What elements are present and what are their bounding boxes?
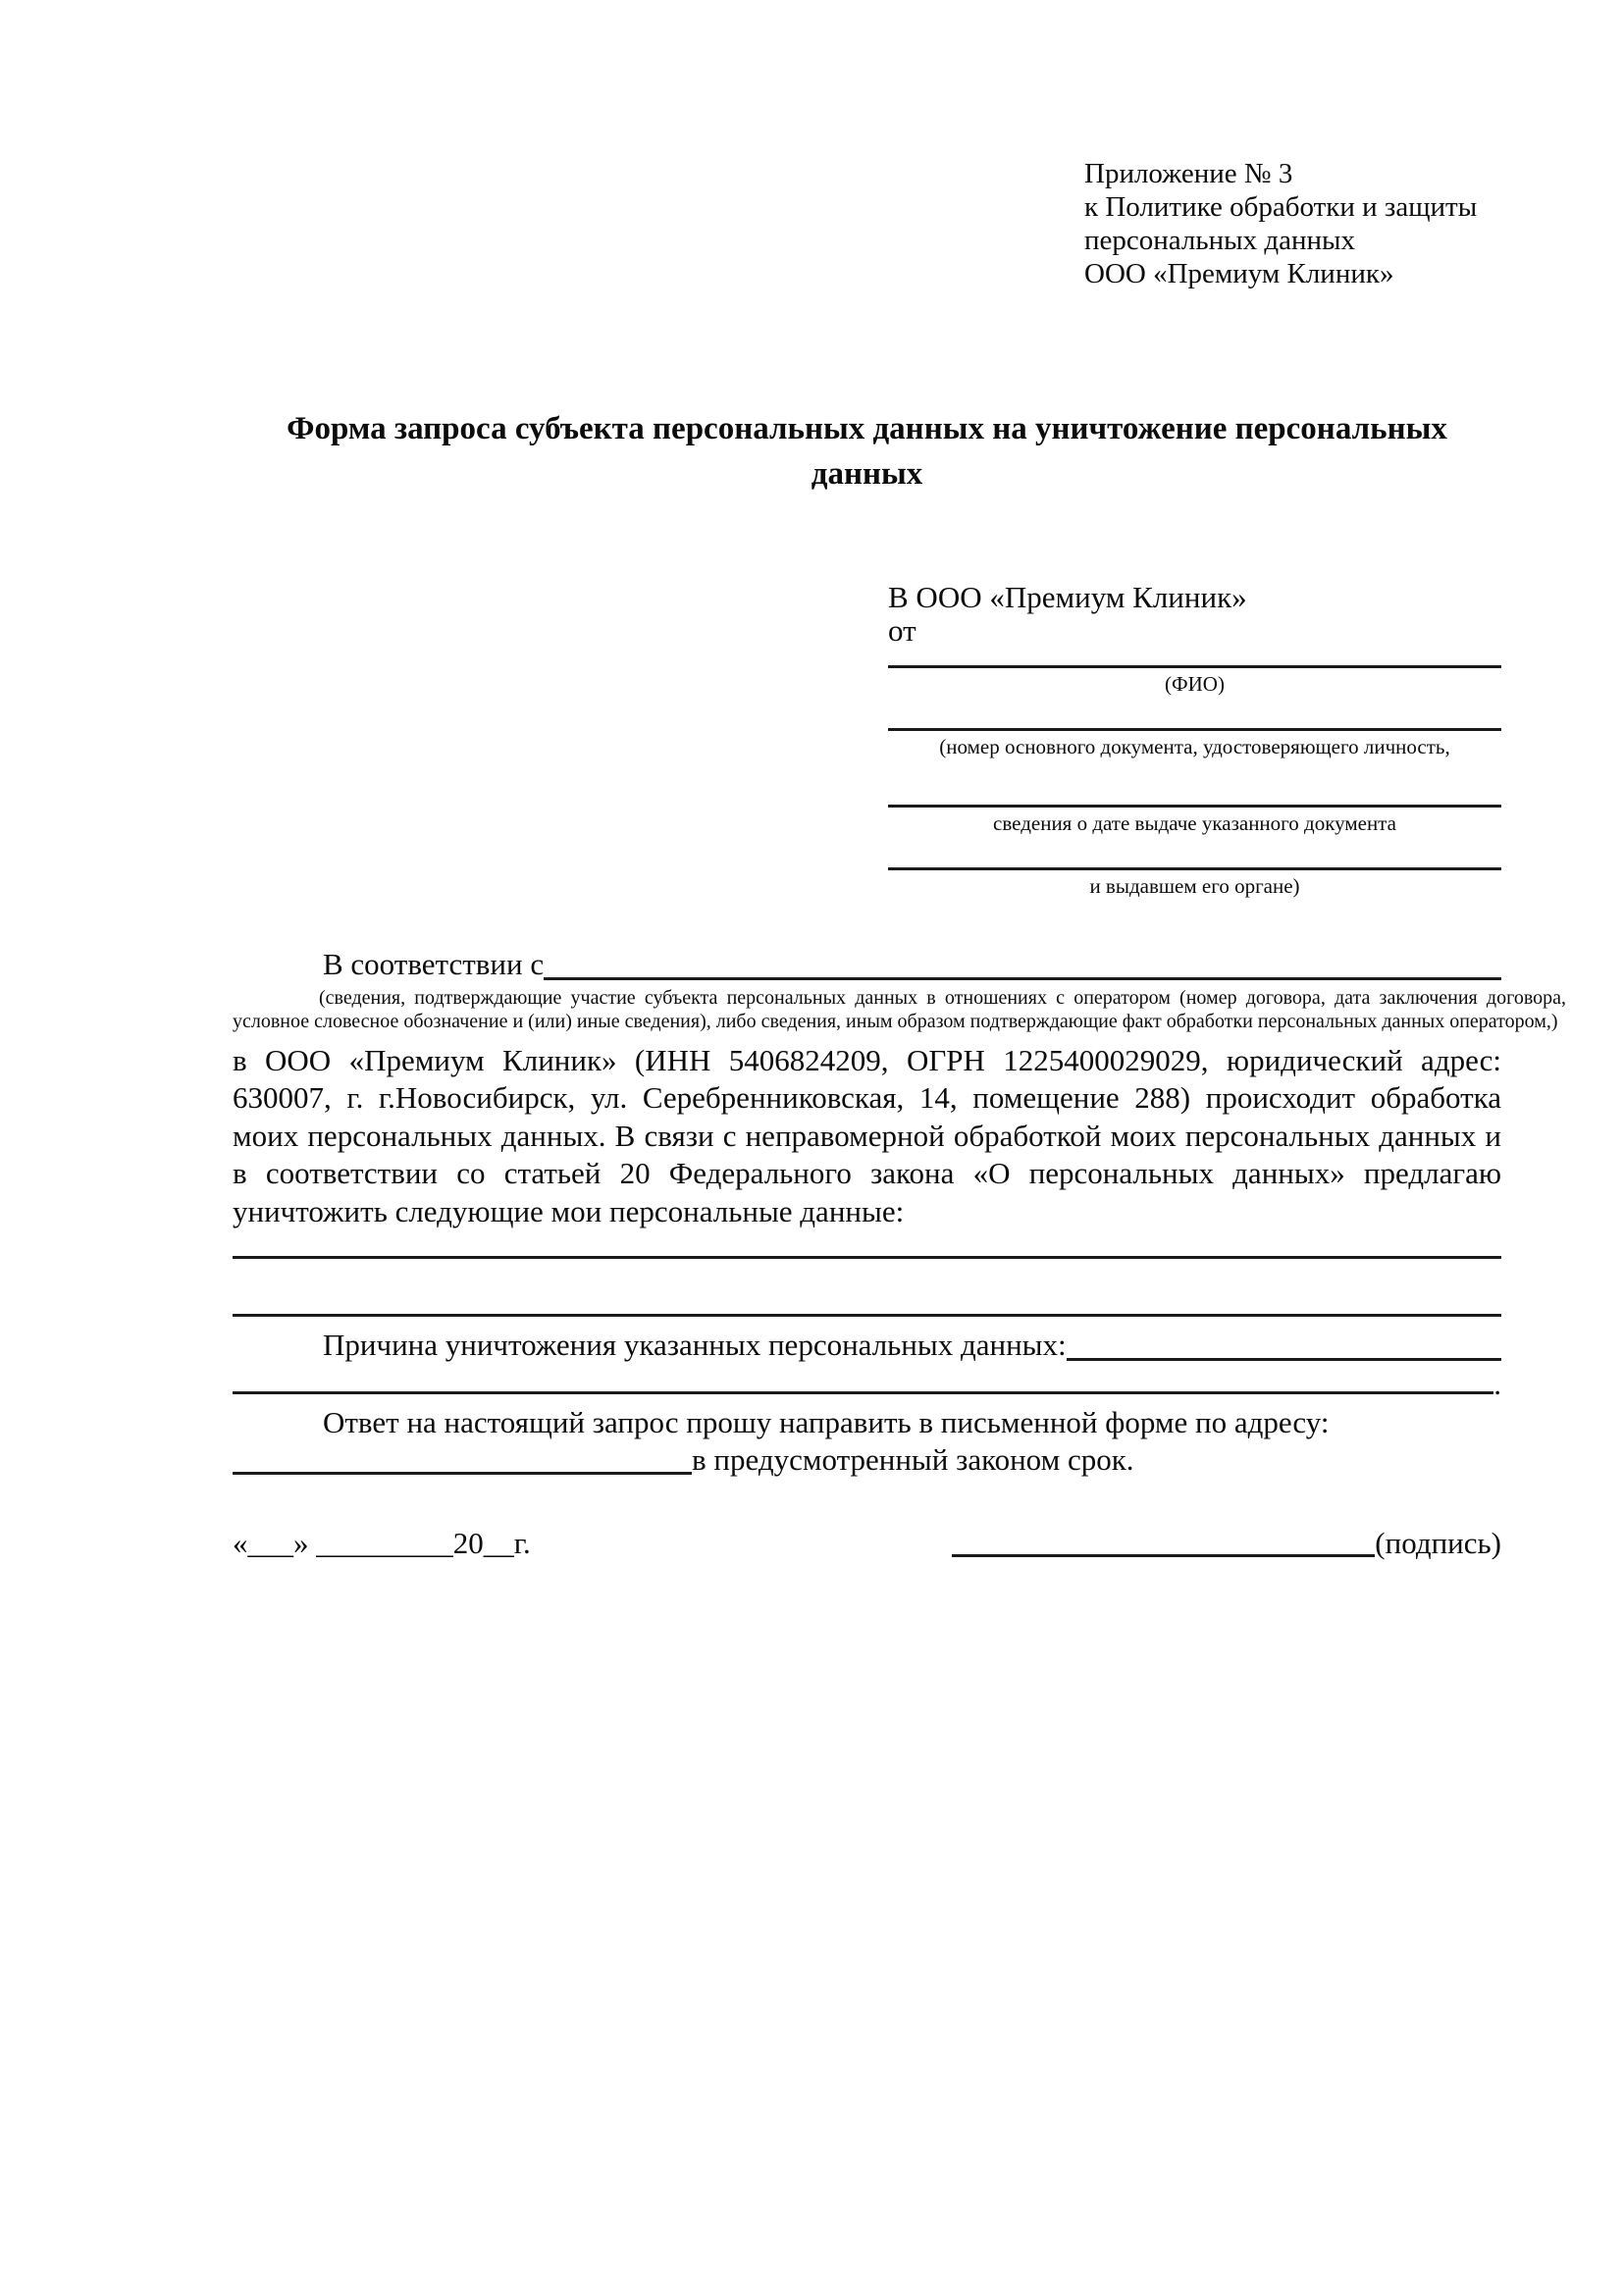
document-content: [233, 157, 1566, 1562]
response-suffix: в предусмотренный законом срок.: [692, 1442, 1134, 1477]
doc-issue-date-blank-line: [888, 759, 1501, 808]
response-address-row: [233, 1441, 1501, 1480]
data-blank-line: [233, 1230, 1501, 1259]
document-title: Форма запроса субъекта персональных данных на уничтожение персональных данных: [287, 411, 1447, 492]
reason-row: [233, 1327, 1501, 1365]
fine-print-note: (сведения, подтверждающие участие субъекта персональных данных в отношениях с оператором (номер договора, дата заключения договора, условное словесное обозначение и (или) иные сведения), либо сведения, иным образом подтверждающие факт обработки персональных данных оператором,): [233, 986, 1566, 1032]
addressee-to: В ООО «Премиум Клиник»: [888, 580, 1247, 614]
annex-line: персональных данных: [1084, 225, 1356, 256]
signature-blank-line: [952, 1554, 1375, 1557]
address-blank-line: [233, 1472, 692, 1475]
accordance-row: [233, 946, 1501, 984]
annex-line: Приложение № 3: [1084, 158, 1293, 189]
accordance-blank-line: [544, 977, 1501, 980]
addressee-from-label: от: [888, 613, 916, 648]
addressee-block: [888, 581, 1501, 899]
doc-issuer-caption: и выдавшем его органе): [1089, 874, 1300, 898]
line-terminator: .: [1493, 1366, 1501, 1401]
reason-blank-line-2: [233, 1391, 1493, 1394]
response-request-paragraph: Ответ на настоящий запрос прошу направить в письменной форме по адресу:: [323, 1404, 1330, 1439]
doc-issuer-blank-line: [888, 836, 1501, 870]
annex-note: [1084, 157, 1501, 290]
annex-line: ООО «Премиум Клиник»: [1084, 258, 1394, 289]
doc-number-blank-line: [888, 697, 1501, 731]
reason-blank-line: [1067, 1358, 1501, 1361]
reason-continuation-row: [233, 1365, 1501, 1401]
data-blank-line: [233, 1259, 1501, 1317]
doc-number-caption: (номер основного документа, удостоверяющего личность,: [939, 735, 1450, 758]
date-template: «___» _________20__г.: [233, 1525, 531, 1560]
signature-group: [952, 1525, 1501, 1563]
fio-caption: (ФИО): [1165, 672, 1225, 696]
annex-line: к Политике обработки и защиты: [1084, 191, 1478, 223]
accordance-lead: В соответствии с: [323, 947, 545, 981]
doc-issue-date-caption: сведения о дате выдаче указанного документа: [993, 811, 1396, 835]
signature-caption: (подпись): [1375, 1525, 1501, 1560]
date-signature-row: [233, 1525, 1501, 1563]
fio-blank-line: [888, 648, 1501, 668]
main-paragraph: в ООО «Премиум Клиник» (ИНН 5406824209, ОГРН 1225400029029, юридический адрес: 630007, г. г.Новосибирск, ул. Серебренниковская, 14, помещение 288) происходит обработка моих персональных данных. В связи с неправомерной обработкой моих персональных данных и в соответствии со статьей 20 Федерального закона «О персональных данных» предлагаю уничтожить следующие мои персональные данные:: [233, 1042, 1501, 1228]
reason-lead: Причина уничтожения указанных персональных данных:: [323, 1328, 1067, 1362]
